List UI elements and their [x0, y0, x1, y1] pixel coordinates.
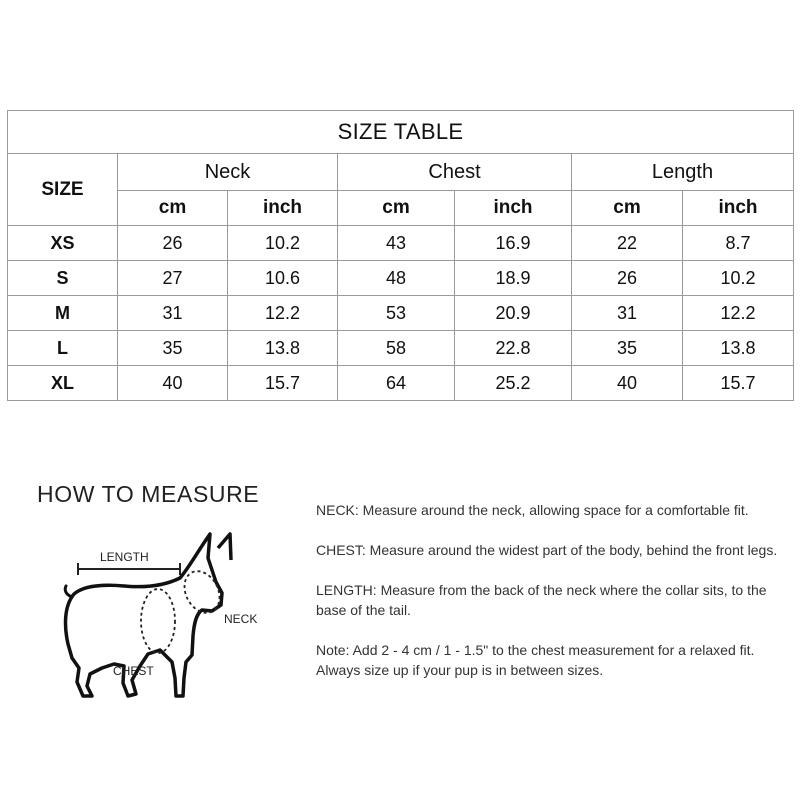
table-row [8, 331, 794, 366]
how-to-measure-title: HOW TO MEASURE [37, 481, 260, 507]
length-instruction: LENGTH: Measure from the back of the neck where the collar sits, to the base of the tail. [316, 582, 767, 618]
sizing-note-line-1: Note: Add 2 - 4 cm / 1 - 1.5" to the chest measurement for a relaxed fit. [316, 642, 755, 658]
table-cell: 43 [338, 226, 455, 261]
table-row [8, 226, 794, 261]
neck-group-header: Neck [118, 154, 338, 191]
table-cell: 26 [118, 226, 228, 261]
table-cell: 40 [118, 366, 228, 401]
size-column-header: SIZE [8, 154, 118, 226]
table-cell: 10.6 [228, 261, 338, 296]
table-cell: 13.8 [228, 331, 338, 366]
table-cell: 22 [572, 226, 683, 261]
size-label: XL [8, 366, 118, 401]
table-cell: 15.7 [683, 366, 794, 401]
chest-label: CHEST [113, 664, 154, 678]
table-cell: 12.2 [683, 296, 794, 331]
size-label: XS [8, 226, 118, 261]
table-cell: 10.2 [683, 261, 794, 296]
table-title: SIZE TABLE [8, 111, 794, 154]
table-cell: 58 [338, 331, 455, 366]
table-cell: 20.9 [455, 296, 572, 331]
table-cell: 64 [338, 366, 455, 401]
table-cell: 12.2 [228, 296, 338, 331]
length-group-header: Length [572, 154, 794, 191]
size-label: S [8, 261, 118, 296]
table-cell: 22.8 [455, 331, 572, 366]
sizing-note-line-2: Always size up if your pup is in between sizes. [316, 662, 604, 678]
table-row [8, 261, 794, 296]
size-label: M [8, 296, 118, 331]
measure-instructions [316, 500, 796, 680]
chest-inch-header: inch [455, 191, 572, 226]
length-inch-header: inch [683, 191, 794, 226]
neck-inch-header: inch [228, 191, 338, 226]
dog-ear [218, 534, 231, 560]
table-cell: 18.9 [455, 261, 572, 296]
chest-instruction: CHEST: Measure around the widest part of the body, behind the front legs. [316, 542, 778, 558]
table-cell: 25.2 [455, 366, 572, 401]
length-label: LENGTH [100, 550, 149, 564]
table-cell: 48 [338, 261, 455, 296]
neck-instruction: NECK: Measure around the neck, allowing space for a comfortable fit. [316, 502, 749, 518]
chest-measure-loop [141, 589, 175, 653]
table-cell: 31 [118, 296, 228, 331]
size-label: L [8, 331, 118, 366]
dog-measurement-diagram [40, 520, 280, 720]
dog-tail-line [65, 586, 70, 596]
table-cell: 13.8 [683, 331, 794, 366]
table-cell: 8.7 [683, 226, 794, 261]
neck-cm-header: cm [118, 191, 228, 226]
sizing-note [316, 640, 796, 680]
neck-label: NECK [224, 612, 258, 626]
table-cell: 53 [338, 296, 455, 331]
table-cell: 15.7 [228, 366, 338, 401]
table-cell: 35 [572, 331, 683, 366]
chest-group-header: Chest [338, 154, 572, 191]
table-row [8, 366, 794, 401]
length-cm-header: cm [572, 191, 683, 226]
table-cell: 27 [118, 261, 228, 296]
table-row [8, 296, 794, 331]
length-indicator [78, 550, 180, 575]
table-cell: 26 [572, 261, 683, 296]
size-table [7, 110, 794, 401]
table-cell: 31 [572, 296, 683, 331]
table-cell: 35 [118, 331, 228, 366]
table-cell: 10.2 [228, 226, 338, 261]
table-cell: 40 [572, 366, 683, 401]
table-cell: 16.9 [455, 226, 572, 261]
chest-cm-header: cm [338, 191, 455, 226]
